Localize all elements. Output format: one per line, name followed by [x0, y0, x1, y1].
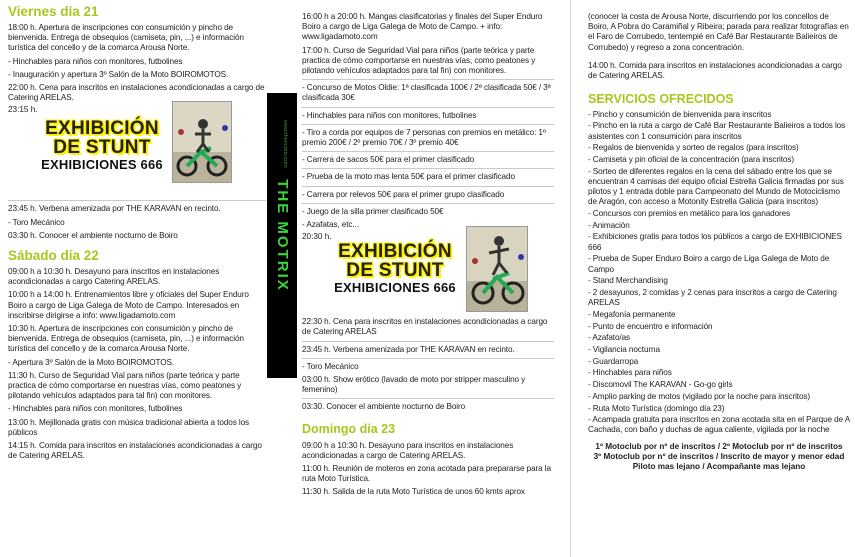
heading-sunday: Domingo día 23 [302, 421, 396, 436]
schedule-item: 23:45 h. Verbena amenizada por THE KARAVAN en recinto. [302, 344, 515, 354]
service-item: - Prueba de Super Enduro Boiro a cargo de Liga Galega de Moto de Campo [588, 254, 830, 274]
banner-title: THE MOTRIX [273, 179, 291, 292]
column-middle [302, 0, 554, 557]
service-item: - Regalos de bienvenida y sorteo de regalos (para inscritos) [588, 143, 799, 153]
fold-line [570, 0, 571, 557]
schedule-item: 14:15 h. Comida para inscritos en instalaciones acondicionadas a cargo de Catering ARELAS. [8, 441, 262, 461]
stunt-title [324, 242, 466, 295]
footer-line: Piloto mas lejano / Acompañante mas lejano [632, 461, 806, 471]
heading-services: SERVICIOS OFRECIDOS [588, 92, 734, 107]
schedule-item: 16:00 h a 20:00 h. Mangas clasificatorias y finales del Super Enduro Boiro a cargo de Liga Galega de Moto de Campo. + info: www.ligadamoto.com [302, 12, 543, 42]
service-item: - Vigilancia nocturna [588, 344, 660, 354]
divider [302, 358, 554, 359]
service-item: - 2 desayunos, 2 comidas y 2 cenas para inscritos a cargo de Catering ARELAS [588, 287, 837, 308]
schedule-item: 03:00 h. Show erótico (lavado de moto por stripper masculino y femenino) [302, 375, 526, 395]
heading-friday: Viernes día 21 [8, 4, 99, 19]
heading-saturday: Sábado día 22 [8, 248, 99, 264]
schedule-item: - Carrera por relevos 50€ para el primer grupo clasificado [302, 189, 505, 199]
schedule-item: - Hinchables para niños con monitores, futbolines [8, 56, 183, 66]
footer-line: 1º Motoclub por nº de inscritos / 2º Motoclub por nº de inscritos [595, 441, 843, 451]
footer-awards [588, 442, 850, 472]
stunt-title-line: DE STUNT [346, 260, 444, 282]
stunt-title-line: EXHIBICIÓN [45, 118, 159, 140]
stunt-title [32, 119, 172, 172]
schedule-item: 11:00 h. Reunión de moteros en zona acotada para prepararse para la ruta Moto Turística. [302, 464, 551, 484]
schedule-item: 13:00 h. Mejillonada gratis con música tradicional abierta a todos los públicos [8, 417, 250, 437]
service-item: - Discomovil The KARAVAN - Go-go girls [588, 380, 733, 390]
stunt-block [8, 105, 266, 197]
service-item: - Hinchables para niños [588, 368, 672, 378]
schedule-item: 17:00 h. Curso de Seguridad Vial para niños (parte teórica y parte practica de cómo comportarse en nuestras vías, como peatones y pilotando vehículos adaptados para tal fin) con monitores. [302, 45, 536, 76]
schedule-item: - Inauguración y apertura 3º Salón de la Moto BOIROMOTOS. [8, 69, 229, 79]
service-item: - Animación [588, 220, 630, 230]
service-item: - Ruta Moto Turística (domingo día 23) [588, 403, 725, 413]
schedule-item: - Prueba de la moto mas lenta 50€ para el primer clasificado [302, 172, 515, 182]
schedule-item: 09:00 h a 10:30 h. Desayuno para inscritos en instalaciones acondicionadas a cargo de Catering ARELAS. [302, 440, 514, 460]
schedule-item: (conocer la costa de Arousa Norte, discurriendo por los concellos de Boiro, A Pobra do Caramiñal y Ribeira; parada para realizar fotografías en el Faro de Corrubedo, tentempié en Café Bar Restaurante Balieiros de Corrubedo) y regreso a zona concentración. [588, 12, 849, 52]
footer-line: 3º Motoclub por nº de inscritos / Inscrito de mayor y menor edad [593, 451, 845, 461]
schedule-item: 03:30. Conocer el ambiente nocturno de Boiro [302, 402, 466, 412]
divider [302, 79, 554, 80]
schedule-item: 22:00 h. Cena para inscritos en instalaciones acondicionadas a cargo de Catering ARELAS. [8, 83, 265, 103]
service-item: - Guardarropa [588, 356, 639, 366]
service-item: - Camiseta y pin oficial de la concentración (para inscritos) [588, 155, 794, 165]
schedule-item: 10:30 h. Apertura de inscripciones con consumición y pincho de bienvenida. Entrega de obsequios (camiseta, pin, ...) e información turística del concello y de la comarca Arousa Norte. [8, 324, 244, 354]
schedule-item: - Hinchables para niños con monitores, futbolines [8, 404, 183, 414]
stunt-title-line: EXHIBICIÓN [338, 241, 452, 263]
schedule-item: 11:30 h. Curso de Seguridad Vial para niños (parte teórica y parte practica de cómo comportarse en nuestras vías, como peatones y pilotando vehículos adaptados para tal fin) con monitores. [8, 370, 242, 401]
divider [8, 200, 266, 201]
stunt-title-line: DE STUNT [53, 137, 151, 159]
service-item: - Pincho y consumición de bienvenida para inscritos [588, 109, 772, 119]
service-item: - Amplio parking de motos (vigilado por la noche para inscritos) [588, 391, 811, 401]
stunt-photo [172, 101, 232, 183]
schedule-item: 23:45 h. Verbena amenizada por THE KARAVAN en recinto. [8, 204, 221, 214]
service-item: - Pincho en la ruta a cargo de Café Bar Restaurante Balieiros a todos los asistentes con 1 consumición para inscritos [588, 121, 846, 141]
service-item: - Azafato/as [588, 333, 631, 343]
schedule-item: - Carrera de sacos 50€ para el primer clasificado [302, 155, 475, 165]
divider [302, 341, 554, 342]
divider [302, 186, 554, 187]
schedule-item: - Toro Mecánico [302, 361, 359, 371]
schedule-item: 18:00 h. Apertura de inscripciones con consumición y pincho de bienvenida. Entrega de obsequios (camiseta, pin, ...) e información turística del concello y de la comarca Arousa Norte. [8, 23, 244, 53]
divider [302, 203, 554, 204]
stunt-subtitle: EXHIBICIONES 666 [334, 280, 456, 296]
schedule-item: - Azafatas, etc... [302, 220, 359, 230]
divider [302, 168, 554, 169]
schedule-item: - Juego de la silla primer clasificado 50€ [302, 206, 444, 216]
stunt-time: 23:15 h. [8, 105, 38, 115]
service-item: - Sorteo de diferentes regalos en la cena del sábado entre los que se encuentran 4 camisas del equipo oficial Estrella Galicia firmadas por sus pilotos y 1 entrada doble para Campeonato del Mundo de Motociclismo de Aragón, con acceso a Motonity Estrella Galicia (para inscritos) [588, 166, 844, 207]
schedule-item: 14:00 h. Comida para inscritos en instalaciones acondicionadas a cargo de Catering ARELAS. [588, 60, 842, 81]
schedule-item: - Apertura 3º Salón de la Moto BOIROMOTOS. [8, 357, 175, 367]
service-item: - Megafonía permanente [588, 309, 676, 319]
divider [302, 151, 554, 152]
service-item: - Exhibiciones gratis para todos los públicos a cargo de EXHIBICIONES 666 [588, 232, 842, 252]
stunt-subtitle: EXHIBICIONES 666 [41, 157, 163, 173]
stunt-block [302, 232, 554, 314]
stunt-motorcycle-icon [173, 102, 232, 183]
service-item: - Acampada gratuita para inscritos en zona acotada sita en el Parque de A Cachada, con baño y duchas de agua caliente, vigilada por la noche [588, 415, 850, 435]
schedule-item: 09:00 h a 10:30 h. Desayuno para inscritos en instalaciones acondicionadas a cargo Catering ARELAS. [8, 267, 220, 287]
service-item: - Stand Merchandising [588, 276, 668, 286]
stunt-time: 20:30 h. [302, 232, 332, 242]
banner-url: www.themotrix.com [282, 120, 288, 168]
service-item: - Concursos con premios en metálico para los ganadores [588, 209, 791, 219]
divider [302, 398, 554, 399]
services-list [588, 110, 850, 436]
schedule-item: 10:00 h a 14:00 h. Entrenamientos libre y oficiales del Super Enduro Boiro a cargo de Liga Galega de Moto de Campo. Interesados en inscribirse dirigirse a info: www.ligadamoto.com [8, 290, 249, 320]
schedule-item: 03:30 h. Conocer el ambiente nocturno de Boiro [8, 230, 178, 240]
service-item: - Punto de encuentro e información [588, 321, 713, 331]
schedule-item: - Tiro a corda por equipos de 7 personas con premios en metálico: 1º premio 200€ / 2º premio 70€ / 3º premio 40€ [302, 127, 546, 148]
schedule-item: - Toro Mecánico [8, 217, 65, 227]
stunt-motorcycle-icon [467, 227, 528, 312]
schedule-item: - Concurso de Motos Oldie: 1ª clasificada 100€ / 2ª clasificada 50€ / 3ª clasificada 30€ [302, 83, 551, 103]
schedule-item: 22:30 h. Cena para inscritos en instalaciones acondicionadas a cargo de Catering ARELAS [302, 317, 548, 337]
column-right [588, 0, 850, 557]
stunt-photo [466, 226, 528, 312]
divider [302, 124, 554, 125]
column-left [8, 0, 266, 557]
schedule-item: - Hinchables para niños con monitores, futbolines [302, 110, 477, 120]
schedule-item: 11:30 h. Salida de la ruta Moto Turística de unos 60 kmts aprox [302, 487, 525, 497]
divider [302, 107, 554, 108]
